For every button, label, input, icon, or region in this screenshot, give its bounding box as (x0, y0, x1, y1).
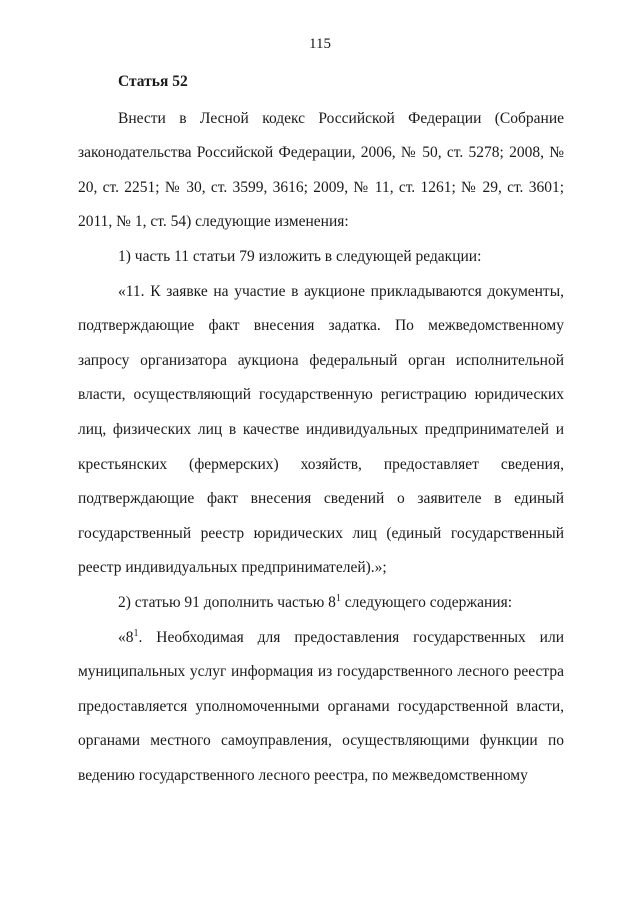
page-number: 115 (309, 36, 331, 52)
item-2-text-end: следующего содержания: (340, 593, 513, 611)
article-title: Статья 52 (118, 73, 188, 90)
item-2-text-start: 2) статью 91 дополнить частью 8 (118, 593, 336, 611)
paragraph-item-2 (78, 586, 564, 621)
part-8-1-text-start: «8 (118, 628, 134, 646)
paragraph-item-1: 1) часть 11 статьи 79 изложить в следующей редакции: (118, 247, 482, 265)
part-8-1-superscript: 1 (133, 627, 139, 639)
paragraph-part-11-text: «11. К заявке на участие в аукционе прикладываются документы, подтверждающие факт внесения задатка. По межведомственному запросу организатора аукциона федеральный орган исполнительной власти, осуществляющий государственную регистрацию юридических лиц, физических лиц в качестве индивидуальных предпринимателей и крестьянских (фермерских) хозяйств, предоставляет сведения, подтверждающие факт внесения сведений о заявителе в единый государственный реестр юридических лиц (единый государственный реестр индивидуальных предпринимателей).»; (78, 282, 564, 577)
item-2-superscript: 1 (335, 592, 341, 604)
document-body (78, 65, 564, 793)
paragraph-intro: Внести в Лесной кодекс Российской Федерации (Собрание законодательства Российской Федерации, 2006, № 50, ст. 5278; 2008, № 20, ст. 2251; № 30, ст. 3599, 3616; 2009, № 11, ст. 1261; № 29, ст. 3601; 2011, № 1, ст. 54) следующие изменения: (78, 109, 564, 231)
paragraph-part-8-1-text (78, 621, 564, 794)
part-8-1-text-end: . Необходимая для предоставления государственных или муниципальных услуг информация из государственного лесного реестра предоставляется уполномоченными органами государственной власти, органами местного самоуправления, осуществляющими функции по ведению государственного лесного реестра, по межведомственному (78, 628, 564, 784)
